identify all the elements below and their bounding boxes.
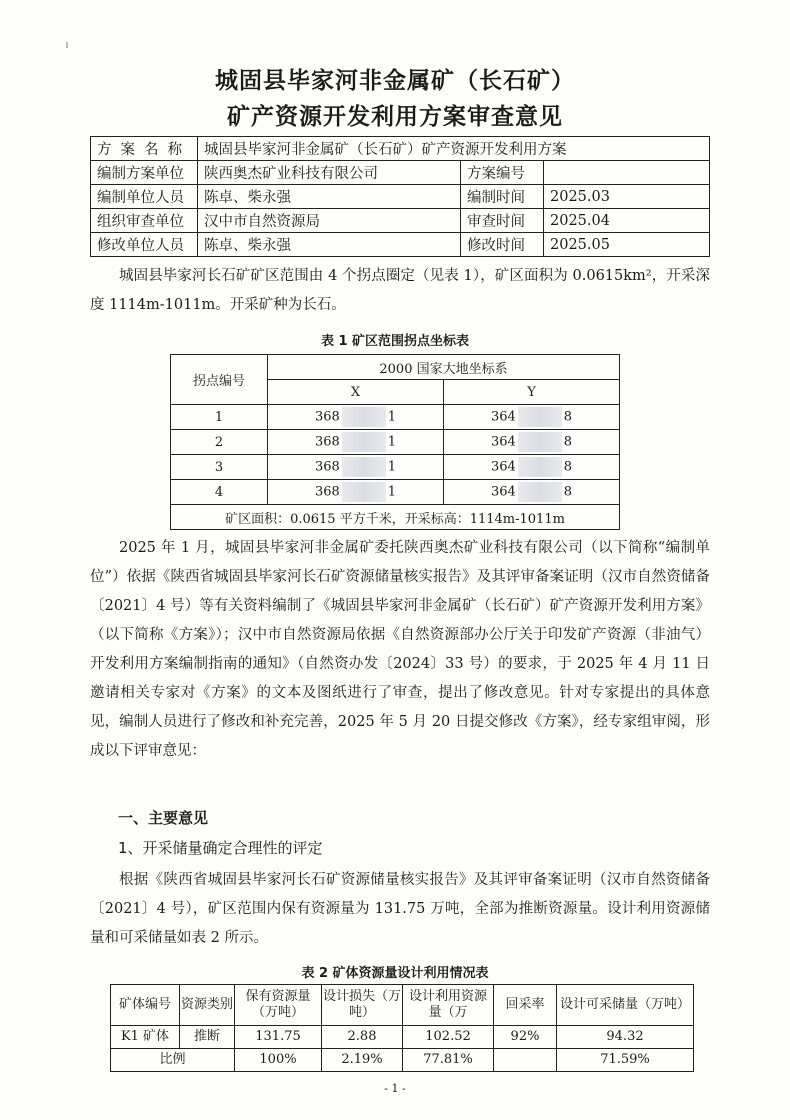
revise-staff-value: 陈卓、柴永强 <box>198 233 461 257</box>
col-point-header: 拐点编号 <box>171 355 268 405</box>
redaction-mask <box>518 432 562 452</box>
y-value: 364 8 <box>444 430 620 455</box>
y-value: 364 8 <box>444 455 620 480</box>
header-class: 资源类别 <box>180 985 235 1026</box>
cell: 77.81% <box>403 1049 494 1072</box>
cell: 92% <box>494 1026 557 1049</box>
cell: 102.52 <box>403 1026 494 1049</box>
scan-mark <box>66 42 68 48</box>
table-row <box>111 1049 694 1072</box>
review-org-value: 汉中市自然资源局 <box>198 209 461 233</box>
review-time-label: 审查时间 <box>461 209 544 233</box>
staff-label: 编制单位人员 <box>91 185 198 209</box>
cell: 100% <box>235 1049 322 1072</box>
header-orebody: 矿体编号 <box>111 985 180 1026</box>
table1-caption: 表 1 矿区范围拐点坐标表 <box>320 334 470 349</box>
scheme-no-value <box>544 161 710 185</box>
document-title-line2: 矿产资源开发利用方案审查意见 <box>227 104 563 130</box>
point-no: 1 <box>171 405 268 430</box>
cell: 131.75 <box>235 1026 322 1049</box>
scheme-name-label: 方案名称 <box>91 137 198 161</box>
point-no: 4 <box>171 480 268 505</box>
cell: K1 矿体 <box>111 1026 180 1049</box>
table2-caption: 表 2 矿体资源量设计利用情况表 <box>301 966 489 981</box>
document-title-line1: 城固县毕家河非金属矿（长石矿） <box>215 68 575 94</box>
table-row <box>171 480 620 505</box>
revise-time-label: 修改时间 <box>461 233 544 257</box>
redaction-mask <box>518 407 562 427</box>
redaction-mask <box>342 407 386 427</box>
table-row <box>171 455 620 480</box>
redaction-mask <box>342 432 386 452</box>
header-loss: 设计损失（万吨） <box>322 985 403 1026</box>
compile-time-value: 2025.03 <box>544 185 710 209</box>
cell: 71.59% <box>557 1049 694 1072</box>
compile-time-label: 编制时间 <box>461 185 544 209</box>
paragraph-mine-area: 城固县毕家河长石矿矿区范围由 4 个拐点圈定（见表 1），矿区面积为 0.0615km²，开采深度 1114m-1011m。开采矿种为长石。 <box>90 268 710 313</box>
cell <box>494 1049 557 1072</box>
redaction-mask <box>342 457 386 477</box>
header-utilized: 设计利用资源量（万 <box>403 985 494 1026</box>
x-value: 368 1 <box>268 430 444 455</box>
y-value: 364 8 <box>444 405 620 430</box>
scheme-name-value: 城固县毕家河非金属矿（长石矿）矿产资源开发利用方案 <box>198 137 710 161</box>
compiler-label: 编制方案单位 <box>91 161 198 185</box>
table-row <box>171 430 620 455</box>
table-row <box>171 405 620 430</box>
coordinate-table-footer: 矿区面积：0.0615 平方千米，开采标高：1114m-1011m <box>171 505 620 530</box>
revise-time-value: 2025.05 <box>544 233 710 257</box>
x-value: 368 1 <box>268 405 444 430</box>
page-number: - 1 - <box>384 1082 406 1095</box>
coordinate-table <box>170 354 620 530</box>
ratio-label: 比例 <box>111 1049 235 1072</box>
col-x-header: X <box>268 380 444 405</box>
x-value: 368 1 <box>268 480 444 505</box>
x-value: 368 1 <box>268 455 444 480</box>
table-row <box>111 1026 694 1049</box>
cell: 2.88 <box>322 1026 403 1049</box>
cell: 2.19% <box>322 1049 403 1072</box>
header-recoverable: 设计可采储量（万吨） <box>557 985 694 1026</box>
reserve-table <box>110 984 694 1072</box>
scheme-info-table <box>90 136 710 257</box>
header-recovery: 回采率 <box>494 985 557 1026</box>
redaction-mask <box>518 457 562 477</box>
review-org-label: 组织审查单位 <box>91 209 198 233</box>
heading-reserve-evaluation: 1、开采储量确定合理性的评定 <box>118 839 323 857</box>
redaction-mask <box>342 482 386 502</box>
compiler-value: 陕西奥杰矿业科技有限公司 <box>198 161 461 185</box>
staff-value: 陈卓、柴永强 <box>198 185 461 209</box>
revise-staff-label: 修改单位人员 <box>91 233 198 257</box>
redaction-mask <box>518 482 562 502</box>
point-no: 3 <box>171 455 268 480</box>
col-system-header: 2000 国家大地坐标系 <box>268 355 620 380</box>
cell: 94.32 <box>557 1026 694 1049</box>
point-no: 2 <box>171 430 268 455</box>
scheme-no-label: 方案编号 <box>461 161 544 185</box>
y-value: 364 8 <box>444 480 620 505</box>
heading-main-opinions: 一、主要意见 <box>118 809 209 827</box>
cell: 推断 <box>180 1026 235 1049</box>
header-retained: 保有资源量（万吨） <box>235 985 322 1026</box>
paragraph-background: 2025 年 1 月，城固县毕家河非金属矿委托陕西奥杰矿业科技有限公司（以下简称“编制单位”）依据《陕西省城固县毕家河长石矿资源储量核实报告》及其评审备案证明（汉市自然资储备〔2021〕4 号）等有关资料编制了《城固县毕家河非金属矿（长石矿）矿产资源开发利用方案》（以下简称《方案》）；汉中市自然资源局依据《自然资源部办公厅关于印发矿产资源（非油气）开发利用方案编制指南的通知》（自然资办发〔2024〕33 号）的要求，于 2025 年 4 月 11 日邀请相关专家对《方案》的文本及图纸进行了审查，提出了修改意见。针对专家提出的具体意见，编制人员进行了修改和补充完善，2025 年 5 月 20 日提交修改《方案》，经专家组审阅，形成以下评审意见： <box>90 540 710 759</box>
paragraph-reserves: 根据《陕西省城固县毕家河长石矿资源储量核实报告》及其评审备案证明（汉市自然资储备〔2021〕4 号），矿区范围内保有资源量为 131.75 万吨，全部为推断资源量。设计利用资源储量和可采储量如表 2 所示。 <box>90 872 710 946</box>
review-time-value: 2025.04 <box>544 209 710 233</box>
col-y-header: Y <box>444 380 620 405</box>
